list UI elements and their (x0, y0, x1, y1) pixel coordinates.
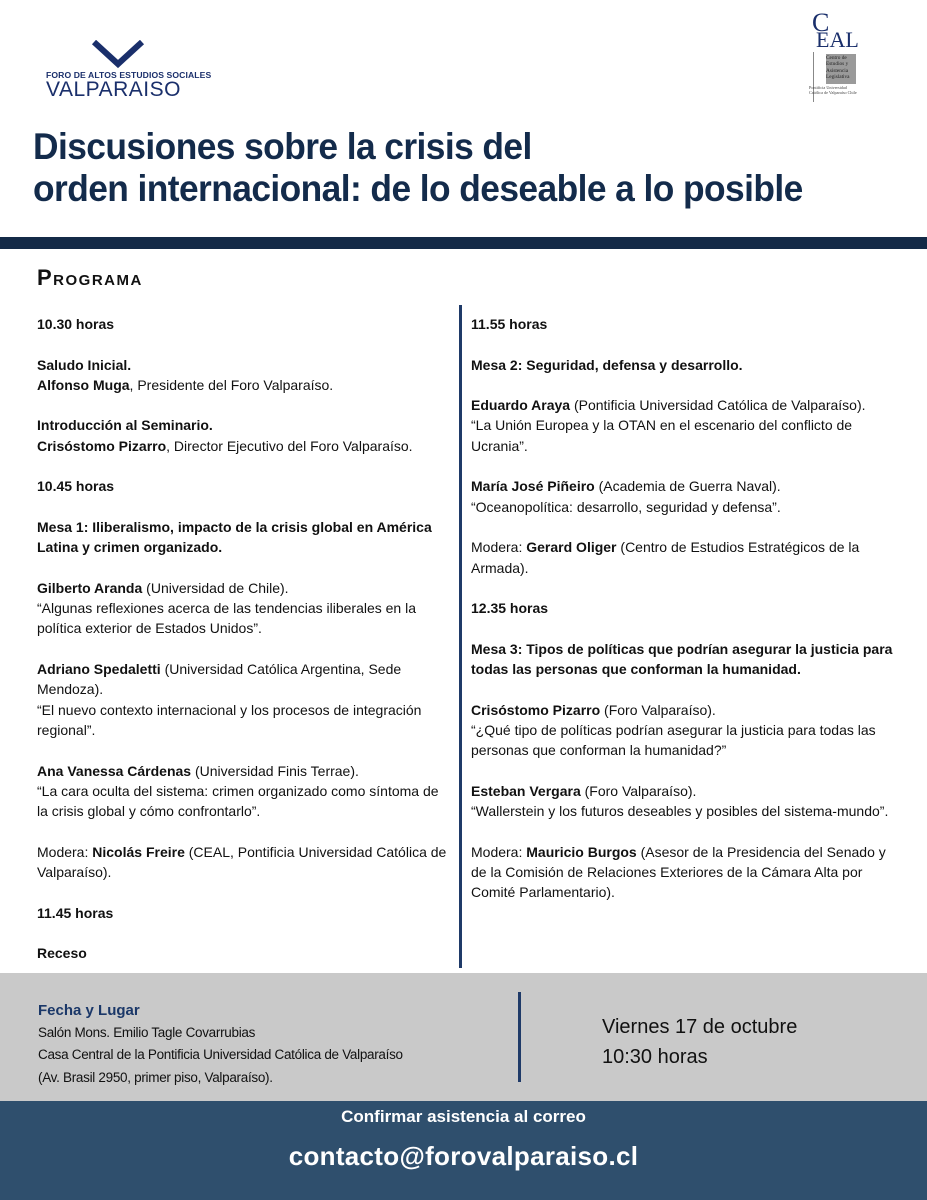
speaker-affiliation: (Pontificia Universidad Católica de Valparaíso). (570, 397, 866, 414)
foro-chevron-icon (44, 40, 189, 70)
session-time: 10.45 horas (37, 478, 115, 495)
rsvp-label: Confirmar asistencia al correo (341, 1107, 586, 1126)
speaker-role: , Presidente del Foro Valparaíso. (129, 376, 334, 393)
venue-line-1: Salón Mons. Emilio Tagle Covarrubias (38, 1025, 256, 1040)
speaker-name: Eduardo Araya (471, 397, 571, 414)
speaker-name: Crisóstomo Pizarro (471, 701, 601, 718)
moderator-affiliation: (CEAL, Pontificia Universidad Católica de Valparaíso). (37, 843, 447, 881)
talk-title: “Oceanopolítica: desarrollo, seguridad y defensa”. (471, 498, 781, 515)
column-divider (459, 305, 462, 968)
break-label: Receso (37, 945, 87, 962)
page-title-line-2: orden internacional: de lo deseable a lo posible (33, 168, 803, 209)
foro-logo-city: VALPARAISO (46, 78, 181, 101)
program-item (471, 700, 899, 761)
program-column-left (37, 314, 447, 984)
venue-line-3: (Av. Brasil 2950, primer piso, Valparaíso). (38, 1070, 273, 1085)
panel-title: Mesa 3: Tipos de políticas que podrían asegurar la justicia para todas las personas que conforman la humanidad. (471, 640, 893, 678)
moderator-affiliation: (Centro de Estudios Estratégicos de la Armada). (471, 539, 860, 576)
speaker-name: Esteban Vergara (471, 782, 581, 799)
ceal-logo-eal: EAL (816, 27, 859, 52)
program-item (471, 476, 899, 517)
talk-title: “¿Qué tipo de políticas podrían asegurar la justicia para todas las personas que conforman la humanidad?” (471, 721, 876, 759)
ceal-logo-c: C (812, 8, 830, 37)
panel-title: Mesa 2: Seguridad, defensa y desarrollo. (471, 356, 743, 373)
moderator-name: Gerard Oliger (526, 539, 617, 556)
moderator (471, 537, 899, 578)
talk-title: “La cara oculta del sistema: crimen organizado como síntoma de la crisis global y cómo confrontarlo”. (37, 782, 439, 820)
moderator-prefix: Modera: (471, 539, 527, 556)
speaker-affiliation: (Academia de Guerra Naval). (594, 478, 781, 495)
panel-title: Mesa 1: Iliberalismo, impacto de la crisis global en América Latina y crimen organizado. (37, 518, 432, 556)
speaker-affiliation: (Universidad de Chile). (142, 579, 289, 596)
venue-line-2: Casa Central de la Pontificia Universidad Católica de Valparaíso (38, 1047, 403, 1062)
item-title: Saludo Inicial. (37, 356, 132, 373)
program-item (37, 761, 447, 822)
program-item (37, 415, 447, 456)
event-date: Viernes 17 de octubre (602, 1016, 798, 1038)
speaker-name: Ana Vanessa Cárdenas (37, 762, 192, 779)
speaker-affiliation: (Foro Valparaíso). (580, 782, 697, 799)
date-place-heading: Fecha y Lugar (38, 1002, 140, 1019)
moderator (37, 842, 447, 883)
page-title (33, 126, 873, 210)
ceal-logo-box-text: Centro de Estudios y Asistencia Legislativa (826, 55, 850, 81)
session-time: 11.55 horas (471, 316, 548, 332)
talk-title: “El nuevo contexto internacional y los procesos de integración regional”. (37, 701, 422, 738)
program-item (37, 659, 447, 740)
program-item (37, 355, 447, 396)
moderator-name: Nicolás Freire (92, 843, 185, 860)
program-item (471, 781, 899, 822)
speaker-affiliation: (Universidad Católica Argentina, Sede Mendoza). (37, 661, 402, 698)
ceal-logo-institution: Pontificia Universidad Católica de Valparaíso Chile (809, 85, 857, 95)
program-item (37, 578, 447, 639)
program-item (471, 395, 899, 456)
speaker-name: Crisóstomo Pizarro (37, 437, 167, 454)
program-column-right (471, 314, 899, 923)
footer-divider (518, 992, 521, 1082)
speaker-affiliation: (Foro Valparaíso). (600, 701, 716, 718)
speaker-name: Adriano Spedaletti (37, 661, 161, 678)
foro-logo-subtitle: FORO DE ALTOS ESTUDIOS SOCIALES (46, 70, 212, 80)
moderator (471, 842, 899, 903)
event-time: 10:30 horas (602, 1046, 708, 1068)
session-time: 10.30 horas (37, 316, 115, 332)
moderator-prefix: Modera: (471, 843, 527, 860)
session-time: 11.45 horas (37, 904, 114, 921)
speaker-name: María José Piñeiro (471, 478, 595, 495)
moderator-name: Mauricio Burgos (526, 843, 637, 860)
contact-email[interactable]: contacto@forovalparaiso.cl (288, 1141, 639, 1171)
speaker-name: Alfonso Muga (37, 376, 130, 393)
talk-title: “Wallerstein y los futuros deseables y posibles del sistema-mundo”. (471, 803, 889, 820)
moderator-prefix: Modera: (37, 843, 93, 860)
page-title-line-1: Discusiones sobre la crisis del (33, 126, 532, 167)
talk-title: “La Unión Europea y la OTAN en el escenario del conflicto de Ucrania”. (471, 417, 853, 454)
speaker-role: , Director Ejecutivo del Foro Valparaíso. (166, 437, 413, 454)
talk-title: “Algunas reflexiones acerca de las tendencias iliberales en la política exterior de Estados Unidos”. (37, 600, 416, 637)
title-divider-bar (0, 237, 927, 249)
item-title: Introducción al Seminario. (37, 417, 213, 434)
session-time: 12.35 horas (471, 600, 549, 617)
programa-heading: Programa (37, 265, 143, 290)
moderator-affiliation: (Asesor de la Presidencia del Senado y de la Comisión de Relaciones Exteriores de la Cámara Alta por Comité Parlamentario). (471, 843, 886, 901)
speaker-affiliation: (Universidad Finis Terrae). (191, 762, 359, 779)
speaker-name: Gilberto Aranda (37, 579, 143, 596)
